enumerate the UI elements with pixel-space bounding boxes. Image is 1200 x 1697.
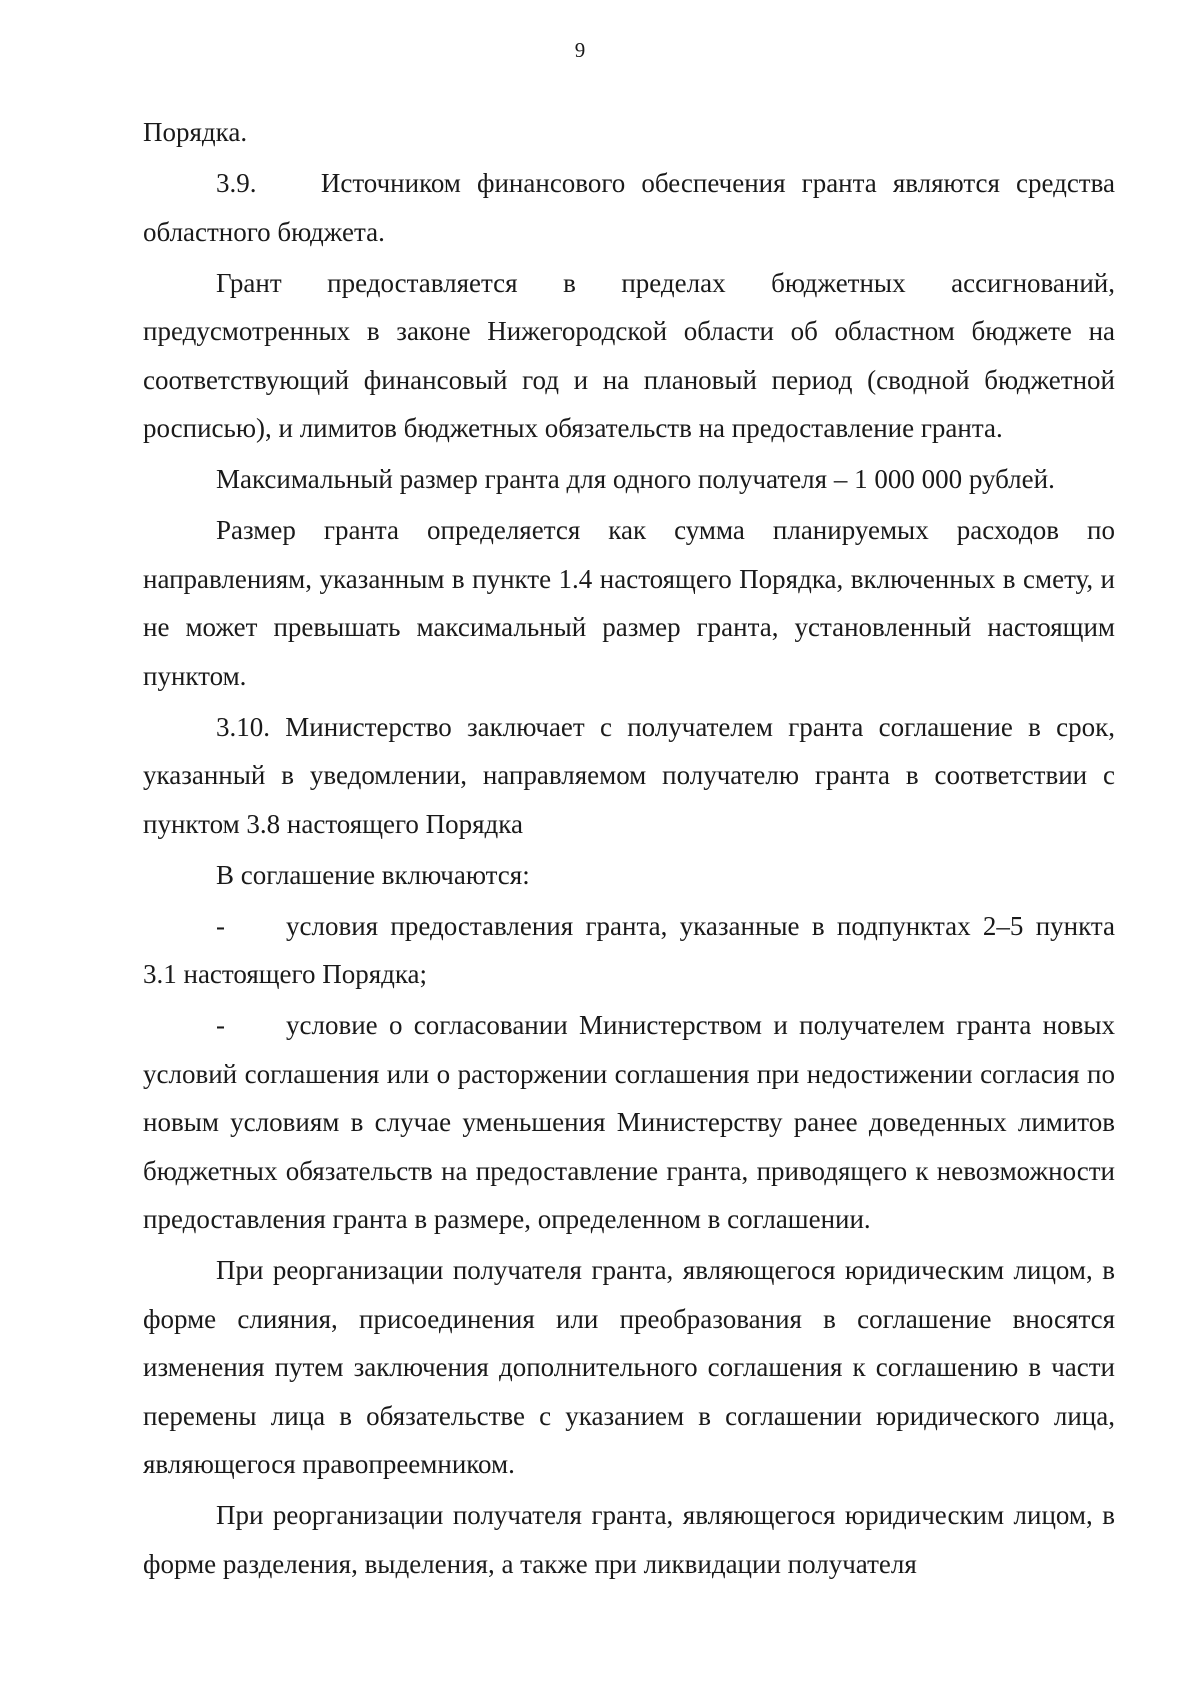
list-item-text: условия предоставления гранта, указанные в подпунктах 2–5 пункта 3.1 настоящего Порядка;: [143, 910, 1115, 989]
paragraph-continuation: Порядка.: [143, 117, 248, 147]
list-dash: -: [216, 1010, 225, 1040]
list-item-text: условие о согласовании Министерством и получателем гранта новых условий соглашения или о расторжении соглашения при недостижении согласия по новым условиям в случае уменьшения Министерству ранее доведенных лимитов бюджетных обязательств на предоставление гранта, приводящего к невозможности предоставления гранта в размере, определенном в соглашении.: [143, 1010, 1115, 1234]
document-body: [143, 108, 1115, 1591]
paragraph-3-9: 3.9. Источником финансового обеспечения гранта являются средства областного бюджета.: [143, 168, 1115, 247]
paragraph-agreement-includes: В соглашение включаются:: [216, 859, 530, 890]
page-number: 9: [574, 38, 586, 62]
paragraph-grant-size: Размер гранта определяется как сумма планируемых расходов по направлениям, указанным в пункте 1.4 настоящего Порядка, включенных в смету, и не может превышать максимальный размер гранта, установленный настоящим пунктом.: [143, 515, 1115, 691]
list-item: [143, 1001, 1115, 1244]
list-dash: -: [216, 910, 225, 941]
paragraph-max-grant: Максимальный размер гранта для одного получателя – 1 000 000 рублей.: [216, 464, 1055, 494]
paragraph-grant-limits: Грант предоставляется в пределах бюджетных ассигнований, предусмотренных в законе Нижегородской области об областном бюджете на соответствующий финансовый год и на плановый период (сводной бюджетной росписью), и лимитов бюджетных обязательств на предоставление гранта.: [143, 267, 1115, 443]
paragraph-3-10: 3.10. Министерство заключает с получателем гранта соглашение в срок, указанный в уведомлении, направляемом получателю гранта в соответствии с пунктом 3.8 настоящего Порядка: [143, 711, 1115, 839]
paragraph-reorganization-split: При реорганизации получателя гранта, являющегося юридическим лицом, в форме разделения, выделения, а также при ликвидации получателя: [143, 1500, 1115, 1579]
list-item: [143, 902, 1115, 999]
paragraph-reorganization-merge: При реорганизации получателя гранта, являющегося юридическим лицом, в форме слияния, присоединения или преобразования в соглашение вносятся изменения путем заключения дополнительного соглашения к соглашению в части перемены лица в обязательстве с указанием в соглашении юридического лица, являющегося правопреемником.: [143, 1255, 1115, 1479]
